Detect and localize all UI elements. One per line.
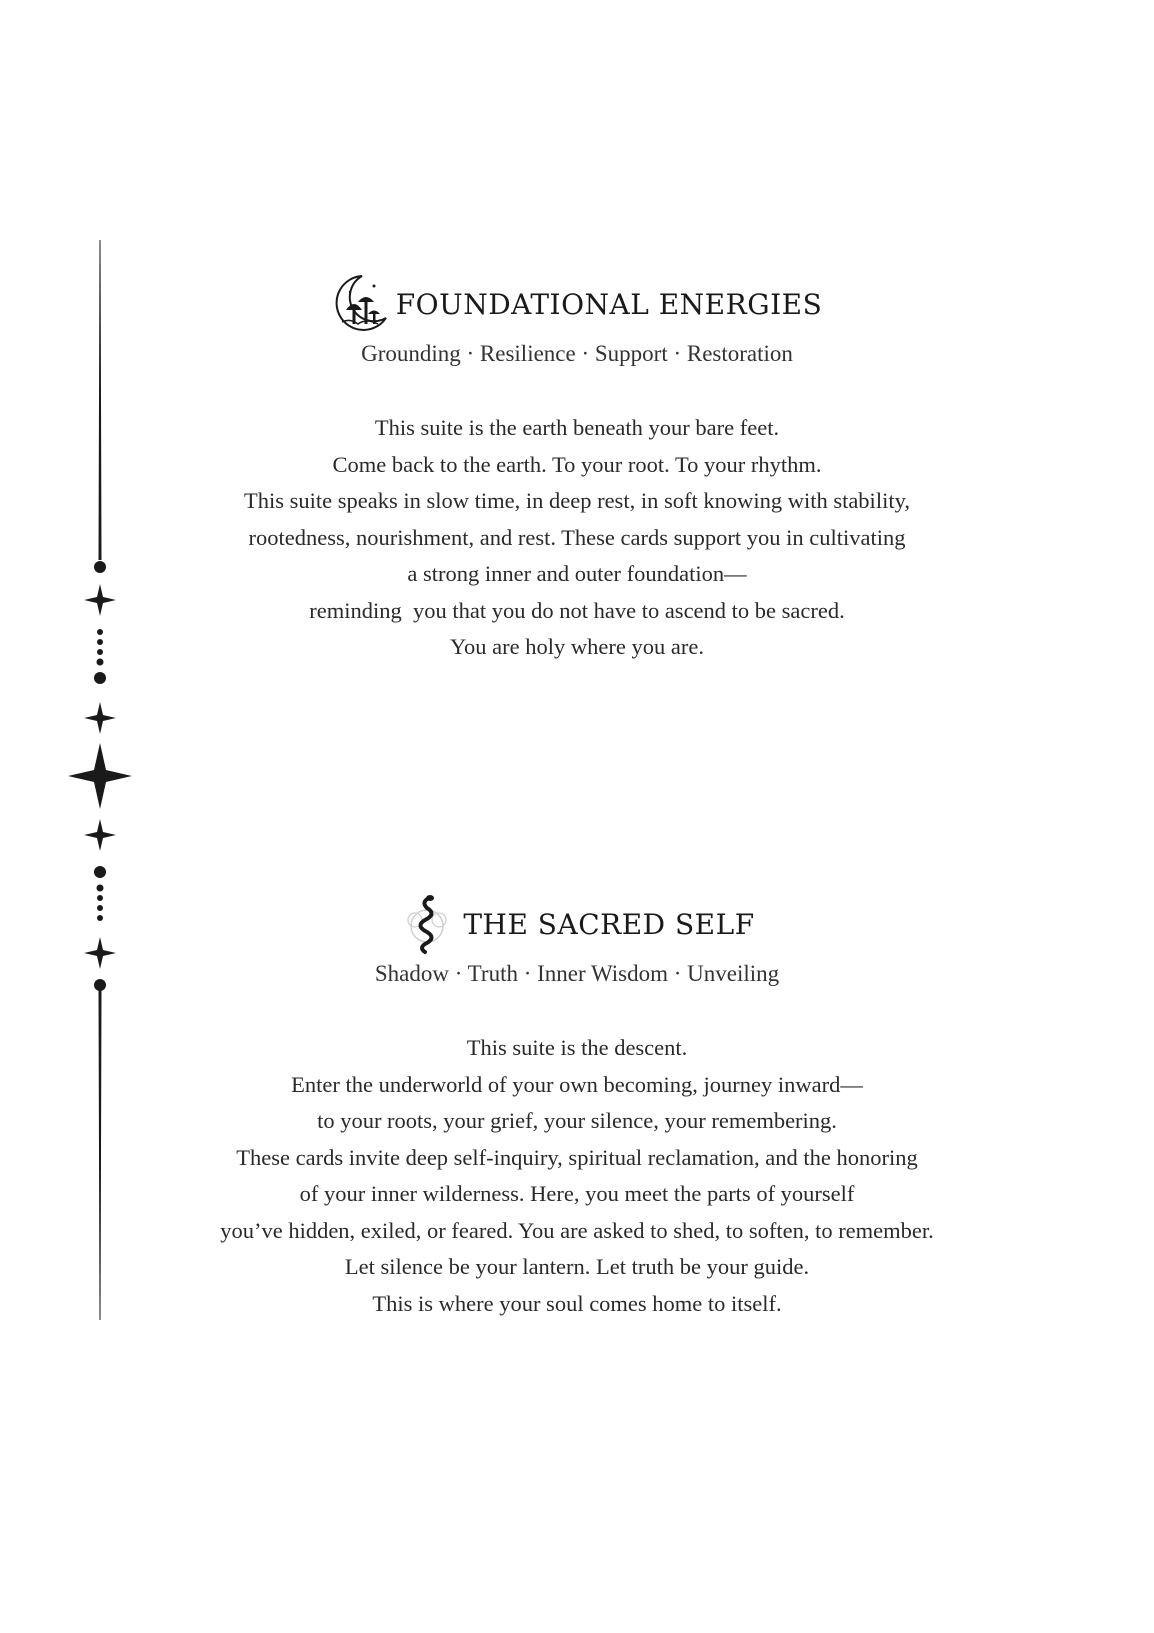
body-line: Let silence be your lantern. Let truth be your guide. (344, 1254, 810, 1279)
section-foundational-energies (0, 272, 1154, 666)
body-line: This is where your soul comes home to itself. (372, 1290, 782, 1316)
section-body (0, 1030, 1154, 1322)
section-title: THE SACRED SELF (463, 907, 755, 941)
body-line: Enter the underworld of your own becoming, journey inward— (291, 1071, 863, 1097)
body-line: rootedness, nourishment, and rest. These cards support you in cultivating (248, 524, 906, 550)
body-line: of your inner wilderness. Here, you meet the parts of yourself (299, 1181, 855, 1206)
body-line: You are holy where you are. (450, 634, 704, 659)
body-line: to your roots, your grief, your silence, your remembering. (317, 1108, 837, 1133)
section-title: FOUNDATIONAL ENERGIES (395, 287, 823, 321)
serpent-icon (399, 892, 455, 956)
section-subtitle: Grounding · Resilience · Support · Restoration (361, 341, 793, 366)
section-heading (0, 272, 1154, 336)
body-line: you’ve hidden, exiled, or feared. You are asked to shed, to soften, to remember. (220, 1217, 934, 1243)
body-line: This suite is the earth beneath your bare feet. (374, 415, 780, 440)
body-line: a strong inner and outer foundation— (407, 561, 747, 586)
body-line: These cards invite deep self-inquiry, spiritual reclamation, and the honoring (236, 1144, 918, 1170)
body-line: reminding you that you do not have to ascend to be sacred. (309, 597, 845, 623)
body-line: This suite is the descent. (466, 1035, 688, 1060)
crescent-moon-mushroom-icon (332, 272, 388, 336)
section-body (0, 410, 1154, 666)
section-heading (0, 892, 1154, 956)
section-sacred-self (0, 892, 1154, 1322)
body-line: Come back to the earth. To your root. To your rhythm. (332, 451, 822, 477)
section-subtitle: Shadow · Truth · Inner Wisdom · Unveiling (374, 961, 780, 986)
body-line: This suite speaks in slow time, in deep rest, in soft knowing with stability, (244, 488, 910, 513)
